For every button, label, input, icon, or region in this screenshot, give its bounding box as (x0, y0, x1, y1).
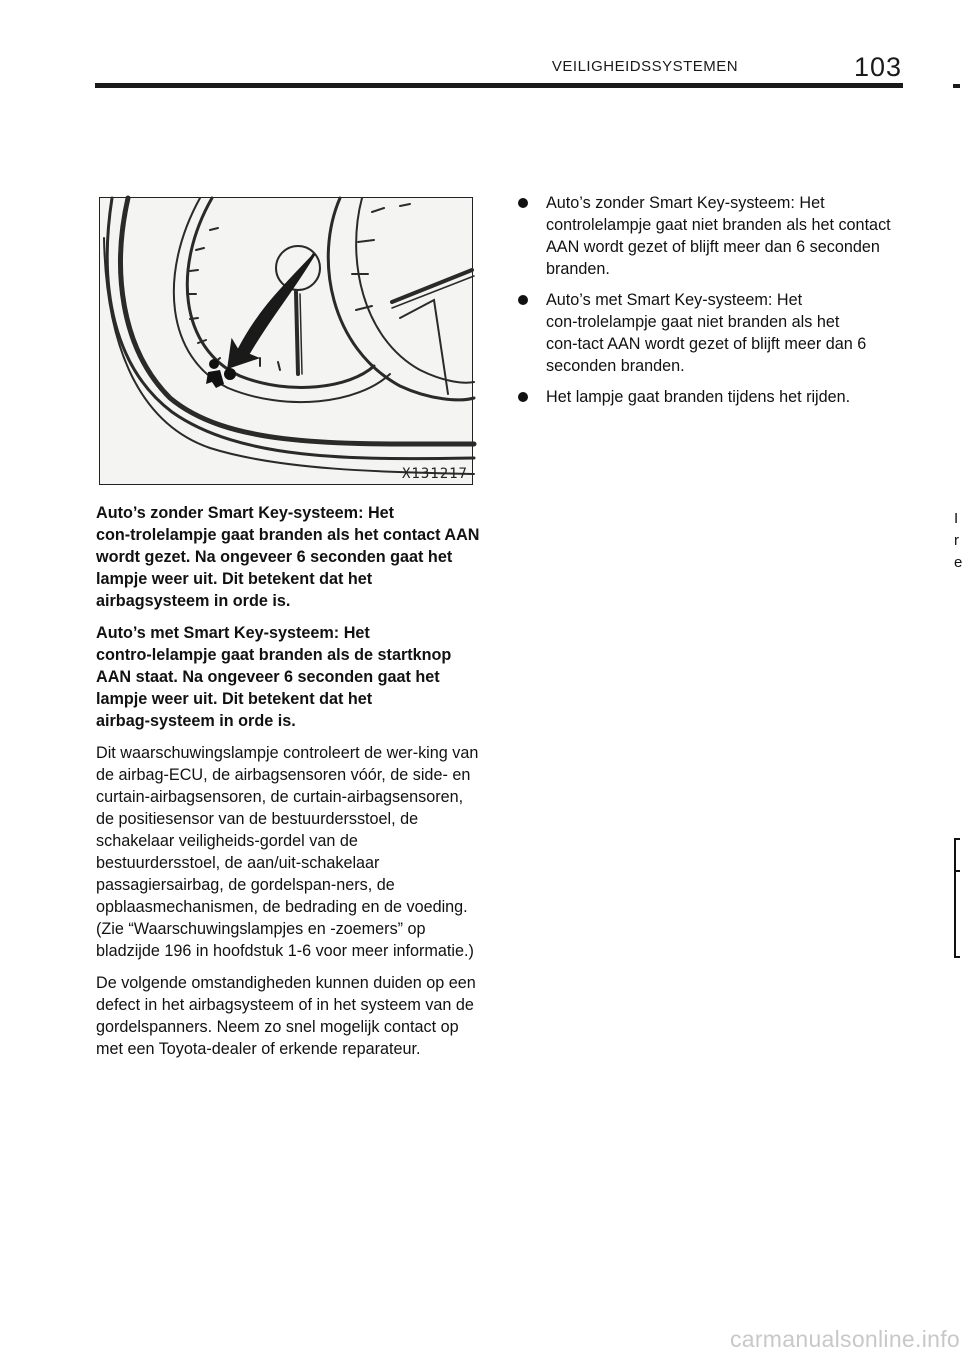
instrument-cluster-figure (99, 197, 473, 485)
list-item-text: Het lampje gaat branden tijdens het rijden. (546, 388, 851, 406)
cropped-edge-text (954, 508, 960, 574)
bullet-icon (518, 295, 528, 305)
paragraph: Auto’s zonder Smart Key-systeem: Het con‑trolelampje gaat branden als het contact AAN wordt gezet. Na ongeveer 6 seconden gaat het lampje weer uit. Dit betekent dat het airbagsysteem in orde is. (96, 504, 480, 610)
bullet-icon (518, 198, 528, 208)
paragraph: Dit waarschuwingslampje controleert de wer‑king van de airbag-ECU, de airbagsensoren vóór, de side- en curtain-airbagsensoren, de curtain-airbagsensoren, de positiesensor van de bestuurdersstoel, de schakelaar veiligheids‑gordel van de bestuurdersstoel, de aan/uit-schakelaar passagiersairbag, de gordelspan‑ners, de opblaasmechanismen, de bedrading en de voeding. (Zie “Waarschuwingslampjes en -zoemers” op bladzijde 196 in hoofdstuk 1-6 voor meer informatie.) (96, 744, 479, 960)
edge-char: r (954, 532, 959, 549)
section-title: VEILIGHEIDSSYSTEMEN (551, 58, 739, 75)
list-item-text: Auto’s met Smart Key-systeem: Het con‑trolelampje gaat niet branden als het con‑tact AAN wordt gezet of blijft meer dan 6 seconden branden. (546, 291, 867, 375)
left-column (96, 502, 480, 1070)
list-item (518, 192, 898, 280)
header-rule-tick (953, 84, 960, 88)
paragraph: De volgende omstandigheden kunnen duiden op een defect in het airbagsysteem of in het systeem van de gordelspanners. Neem zo snel mogelijk contact op met een Toyota-dealer of erkende reparateur. (96, 974, 476, 1058)
list-item (518, 386, 898, 408)
watermark: carmanualsonline.info (729, 1326, 960, 1352)
page-number: 103 (853, 52, 902, 82)
paragraph: Auto’s met Smart Key-systeem: Het contro‑lelampje gaat branden als de startknop AAN staat. Na ongeveer 6 seconden gaat het lampje weer uit. Dit betekent dat het airbag‑systeem in orde is. (96, 624, 452, 730)
edge-char: I (954, 510, 959, 527)
edge-char: e (954, 554, 962, 571)
edge-tab-marker (954, 838, 960, 958)
instrument-cluster-illustration (100, 198, 474, 486)
figure-code: X131217 (401, 466, 468, 482)
list-item (518, 289, 898, 377)
edge-tab-divider (956, 870, 960, 872)
list-item-text: Auto’s zonder Smart Key-systeem: Het controlelampje gaat niet branden als het contact AAN wordt gezet of blijft meer dan 6 seconden branden. (546, 194, 891, 278)
bullet-icon (518, 392, 528, 402)
header-rule (95, 83, 903, 88)
right-column (518, 192, 898, 417)
